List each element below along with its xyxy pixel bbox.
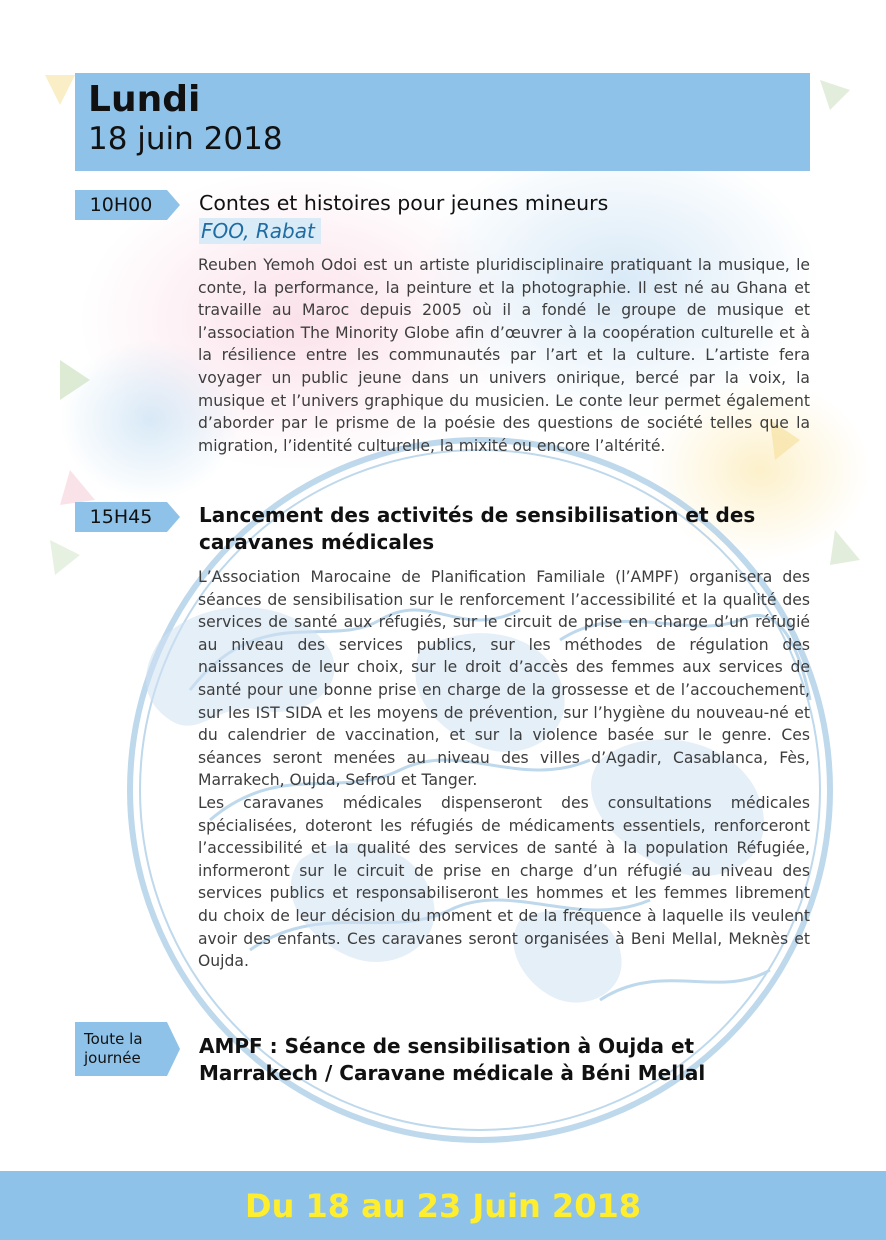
- day-date: 18 juin 2018: [88, 121, 283, 157]
- time-label-line2: journée: [84, 1049, 141, 1067]
- time-arrow: [167, 190, 180, 220]
- footer-dates: Du 18 au 23 Juin 2018: [245, 1186, 641, 1225]
- description-paragraph: Reuben Yemoh Odoi est un artiste pluridisciplinaire pratiquant la musique, le conte, la performance, la peinture et la photographie. Il est né au Ghana et travaille au Maroc depuis 2005 où il a fondé le groupe de musique et l’association The Minority Globe afin d’œuvrer à la coopération culturelle et à la résilience entre les communautés par l’art et la culture. L’artiste fera voyager un public jeune dans un univers onirique, bercé par la voix, la musique et l’univers graphique du musicien. Le conte leur permet également d’aborder par le prisme de la poésie des questions de société telles que la migration, l’identité culturelle, la mixité ou encore l’altérité.: [198, 256, 810, 455]
- event-description-1: [198, 254, 810, 457]
- time-label: [75, 1022, 167, 1076]
- event-title-1: Contes et histoires pour jeunes mineurs: [199, 191, 609, 215]
- time-badge-2: [75, 502, 180, 532]
- event-location-1: FOO, Rabat: [199, 218, 321, 244]
- footer-banner: [0, 1171, 886, 1240]
- event-description-2: [198, 566, 810, 973]
- day-title: Lundi: [88, 79, 201, 120]
- time-badge-3: [75, 1022, 180, 1076]
- description-paragraph: L’Association Marocaine de Planification Familiale (l’AMPF) organisera des séances de sensibilisation sur le renforcement l’accessibilité et la qualité des services de santé aux réfugiés, sur le circuit de prise en charge d’un réfugié au niveau des services publics, sur les méthodes de régulation des naissances de leur choix, sur le droit d’accès des femmes aux services de santé pour une bonne prise en charge de la grossesse et de l’accouchement, sur les IST SIDA et les moyens de prévention, sur l’hygiène du nouveau-né et du calendrier de vaccination, et sur la violence basée sur le genre. Ces séances seront menées au niveau des villes d’Agadir, Casablanca, Fès, Marrakech, Oujda, Sefrou et Tanger.: [198, 568, 810, 790]
- time-label: 15H45: [75, 502, 167, 532]
- time-arrow: [167, 1022, 180, 1076]
- time-arrow: [167, 502, 180, 532]
- event-title-3: AMPF : Séance de sensibilisation à Oujda et Marrakech / Caravane médicale à Béni Mellal: [199, 1034, 706, 1085]
- time-badge-1: [75, 190, 180, 220]
- time-label-line1: Toute la: [84, 1030, 143, 1048]
- event-title-2: Lancement des activités de sensibilisation et des caravanes médicales: [199, 503, 756, 554]
- time-label: 10H00: [75, 190, 167, 220]
- description-paragraph: Les caravanes médicales dispenseront des consultations médicales spécialisées, doteront les réfugiés de médicaments essentiels, renforceront l’accessibilité et la qualité des services de santé à la population Réfugiée, informeront sur le circuit de prise en charge d’un réfugié au niveau des services publics et responsabiliseront les hommes et les femmes librement du choix de leur décision du moment et de la fréquence à laquelle ils veulent avoir des enfants. Ces caravanes seront organisées à Beni Mellal, Meknès et Oujda.: [198, 793, 810, 971]
- day-header: [75, 73, 810, 171]
